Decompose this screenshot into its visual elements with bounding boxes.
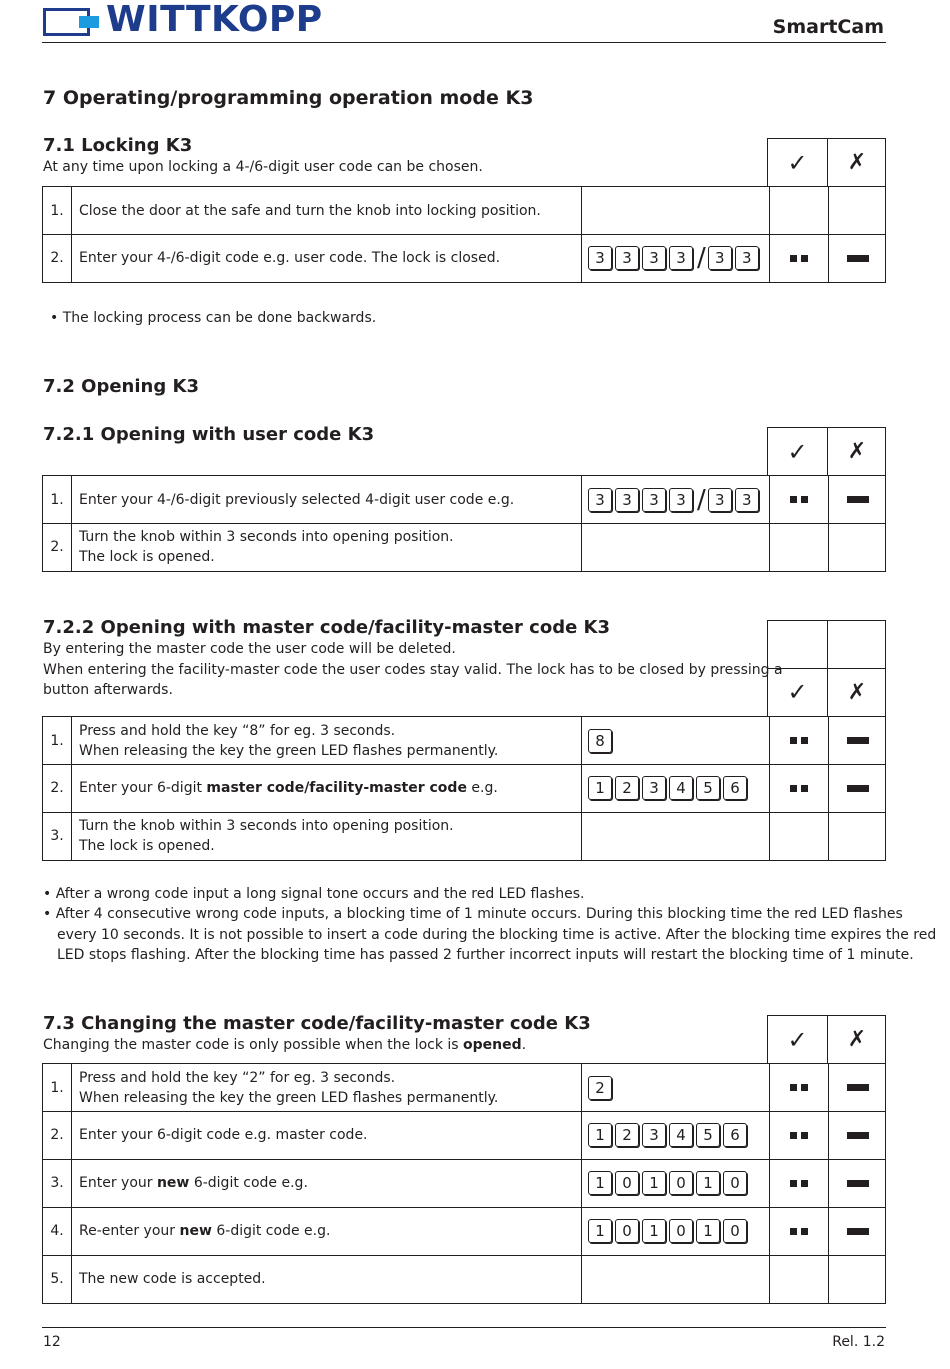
s73-intro: Changing the master code is only possible when the lock is opened. xyxy=(43,1037,527,1053)
check-icon: ✓ xyxy=(787,148,808,177)
keypad-key: 0 xyxy=(669,1219,693,1243)
key-sequence xyxy=(581,717,769,764)
table-row: 1. Press and hold the key “2” for eg. 3 seconds. When releasing the key the green LED flashes permanently. 2 xyxy=(42,1063,886,1112)
cross-icon: ✗ xyxy=(827,1016,886,1063)
keypad-key: 3 xyxy=(642,1123,666,1147)
keypad-key: 6 xyxy=(723,1123,747,1147)
short-beep-icon xyxy=(790,1084,808,1091)
keypad-key: 1 xyxy=(696,1219,720,1243)
s71-signal-header xyxy=(767,138,886,187)
keypad-key: 5 xyxy=(696,1123,720,1147)
keypad-key: 8 xyxy=(588,729,612,753)
key-sequence xyxy=(581,1207,769,1255)
keypad-key: 3 xyxy=(642,488,666,512)
keypad-key: 2 xyxy=(588,1076,612,1100)
key-sequence xyxy=(581,234,769,282)
short-beep-icon xyxy=(790,1180,808,1187)
table-row: 2. Turn the knob within 3 seconds into opening position. The lock is opened. xyxy=(42,523,886,572)
s722-intro-2: When entering the facility-master code the user codes stay valid. The lock has to be closed by pressing a xyxy=(43,662,783,678)
bullet-2: • After 4 consecutive wrong code inputs, a blocking time of 1 minute occurs. During this blocking time the red LED flashes xyxy=(43,906,903,922)
key-sequence xyxy=(581,764,769,812)
key-sequence xyxy=(581,1111,769,1159)
slash-separator: / xyxy=(697,243,706,273)
s71-intro: At any time upon locking a 4-/6-digit user code can be chosen. xyxy=(43,159,483,175)
s722-intro-3: button afterwards. xyxy=(43,682,173,698)
keypad-key: 0 xyxy=(615,1219,639,1243)
long-beep-icon xyxy=(847,1228,869,1235)
keypad-key: 0 xyxy=(669,1171,693,1195)
keypad-key: 3 xyxy=(642,246,666,270)
table-row: 1. Close the door at the safe and turn the knob into locking position. xyxy=(42,186,886,235)
keypad-key: 0 xyxy=(615,1171,639,1195)
header-rule xyxy=(42,42,886,43)
s722-intro-1: By entering the master code the user code will be deleted. xyxy=(43,641,456,657)
cross-icon: ✗ xyxy=(827,668,886,716)
keypad-key: 1 xyxy=(642,1219,666,1243)
long-beep-icon xyxy=(847,1180,869,1187)
bullet-2-cont-1: every 10 seconds. It is not possible to insert a code during the blocking time is active. After the blocking time expires the red xyxy=(57,927,937,943)
keypad-key: 6 xyxy=(723,776,747,800)
keypad-key: 2 xyxy=(615,1123,639,1147)
keypad-key: 3 xyxy=(708,246,732,270)
cross-icon: ✗ xyxy=(827,428,886,475)
check-icon: ✓ xyxy=(787,437,808,466)
keypad-key: 2 xyxy=(615,776,639,800)
slash-separator: / xyxy=(697,484,706,515)
short-beep-icon xyxy=(790,1132,808,1139)
s73-title: 7.3 Changing the master code/facility-master code K3 xyxy=(43,1013,591,1034)
keypad-key: 3 xyxy=(735,246,759,270)
check-icon: ✓ xyxy=(787,678,808,706)
keypad-key: 4 xyxy=(669,1123,693,1147)
s721-signal-header xyxy=(767,427,886,476)
s722-signal-header xyxy=(767,668,886,717)
keypad-key: 1 xyxy=(642,1171,666,1195)
short-beep-icon xyxy=(790,785,808,792)
keypad-key: 1 xyxy=(696,1171,720,1195)
cross-icon: ✗ xyxy=(827,139,886,186)
footer-rule xyxy=(42,1327,886,1328)
keypad-key: 0 xyxy=(723,1219,747,1243)
brand-logo-text: WITTKOPP xyxy=(106,0,323,40)
wittkopp-logo-icon xyxy=(43,8,101,36)
product-name: SmartCam xyxy=(772,16,884,38)
keypad-key: 3 xyxy=(669,246,693,270)
s721-title: 7.2.1 Opening with user code K3 xyxy=(43,424,375,445)
keypad-key: 3 xyxy=(735,488,759,512)
short-beep-icon xyxy=(790,1228,808,1235)
short-beep-icon xyxy=(790,255,808,262)
table-row: 4. Re-enter your new 6-digit code e.g. 1 0 1 0 1 0 xyxy=(42,1207,886,1256)
table-row: 2. Enter your 6-digit master code/facility-master code e.g. 1 2 3 4 5 6 xyxy=(42,764,886,813)
keypad-key: 3 xyxy=(615,246,639,270)
keypad-key: 3 xyxy=(588,246,612,270)
table-row: 1. Press and hold the key “8” for eg. 3 seconds. When releasing the key the green LED flashes permanently. 8 xyxy=(42,716,886,765)
key-sequence xyxy=(581,476,769,523)
bullet-1: • After a wrong code input a long signal tone occurs and the red LED flashes. xyxy=(43,886,585,902)
s73-signal-header xyxy=(767,1015,886,1064)
check-icon: ✓ xyxy=(787,1025,808,1054)
table-row: 3. Turn the knob within 3 seconds into opening position. The lock is opened. xyxy=(42,812,886,861)
short-beep-icon xyxy=(790,496,808,503)
long-beep-icon xyxy=(847,785,869,792)
keypad-key: 3 xyxy=(588,488,612,512)
keypad-key: 1 xyxy=(588,776,612,800)
bullet-2-cont-2: LED stops flashing. After the blocking time has passed 2 further incorrect inputs will restart the blocking time of 1 minute. xyxy=(57,947,914,963)
table-row: 2. Enter your 6-digit code e.g. master code. 1 2 3 4 5 6 xyxy=(42,1111,886,1160)
key-sequence xyxy=(581,1159,769,1207)
key-sequence xyxy=(581,1064,769,1111)
table-row: 5. The new code is accepted. xyxy=(42,1255,886,1304)
short-beep-icon xyxy=(790,737,808,744)
long-beep-icon xyxy=(847,496,869,503)
s722-empty-header xyxy=(767,620,886,669)
keypad-key: 3 xyxy=(615,488,639,512)
long-beep-icon xyxy=(847,1132,869,1139)
s71-note: • The locking process can be done backwards. xyxy=(50,310,377,326)
s72-title: 7.2 Opening K3 xyxy=(43,376,199,397)
table-row: 3. Enter your new 6-digit code e.g. 1 0 1 0 1 0 xyxy=(42,1159,886,1208)
section-title: 7 Operating/programming operation mode K3 xyxy=(43,87,534,109)
table-row: 2. Enter your 4-/6-digit code e.g. user code. The lock is closed. 3 3 3 3 / 3 3 xyxy=(42,234,886,283)
long-beep-icon xyxy=(847,255,869,262)
keypad-key: 5 xyxy=(696,776,720,800)
long-beep-icon xyxy=(847,737,869,744)
s722-title: 7.2.2 Opening with master code/facility-master code K3 xyxy=(43,617,611,638)
keypad-key: 3 xyxy=(669,488,693,512)
keypad-key: 1 xyxy=(588,1171,612,1195)
keypad-key: 3 xyxy=(642,776,666,800)
table-row: 1. Enter your 4-/6-digit previously selected 4-digit user code e.g. 3 3 3 3 / 3 3 xyxy=(42,475,886,524)
release-label: Rel. 1.2 xyxy=(832,1334,885,1350)
keypad-key: 4 xyxy=(669,776,693,800)
s71-title: 7.1 Locking K3 xyxy=(43,135,193,156)
keypad-key: 1 xyxy=(588,1219,612,1243)
keypad-key: 0 xyxy=(723,1171,747,1195)
keypad-key: 1 xyxy=(588,1123,612,1147)
page-number: 12 xyxy=(43,1334,61,1350)
keypad-key: 3 xyxy=(708,488,732,512)
long-beep-icon xyxy=(847,1084,869,1091)
